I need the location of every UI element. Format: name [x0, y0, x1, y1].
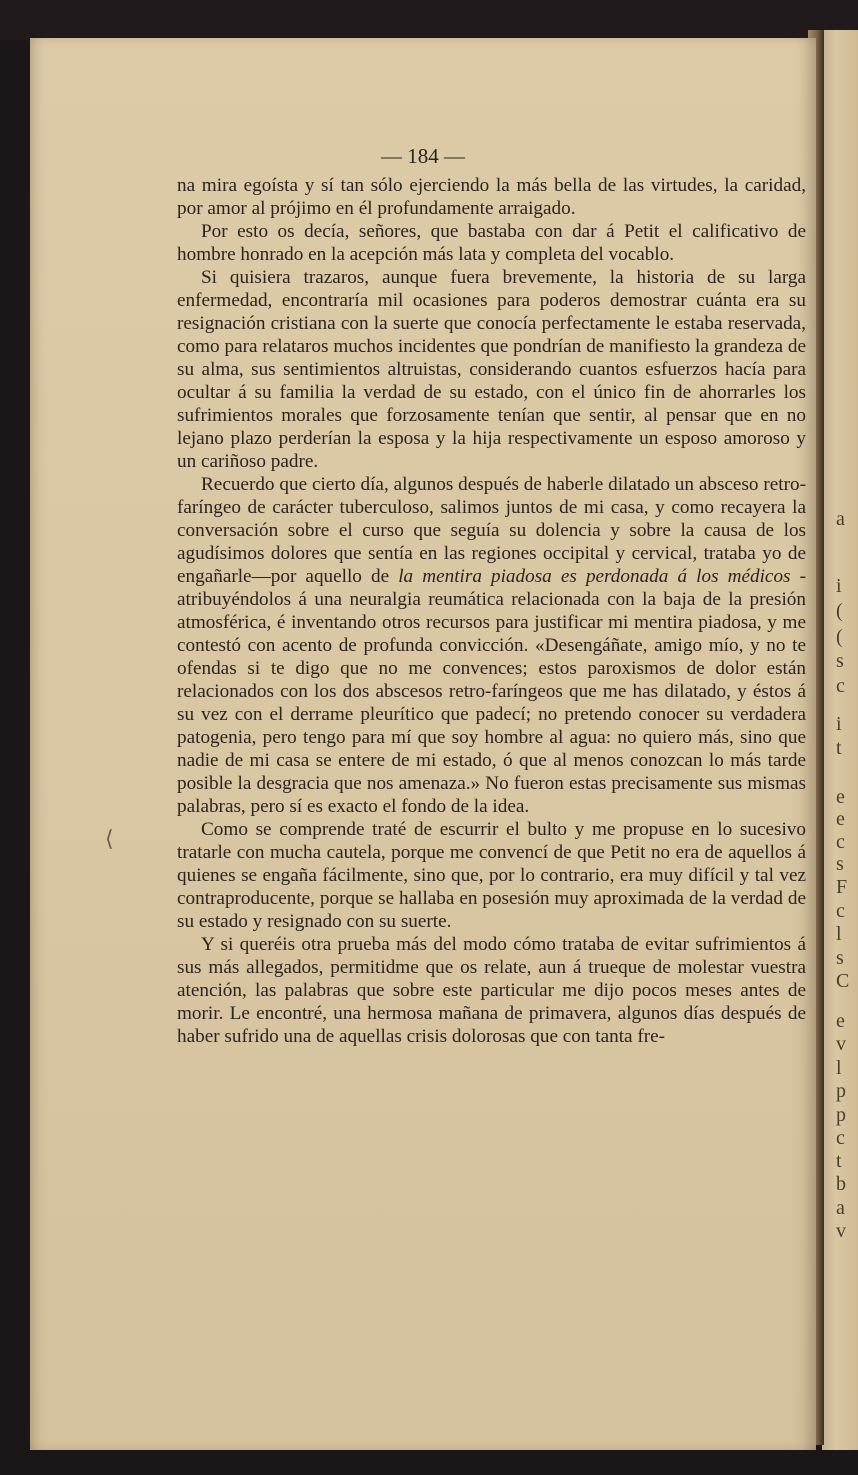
- facing-page-fragment: c: [836, 831, 845, 853]
- facing-page-fragment: a: [836, 508, 845, 530]
- italic-phrase: la mentira piadosa es perdonada á los médicos: [398, 566, 791, 587]
- facing-page-fragment: i: [836, 575, 842, 597]
- paragraph-text: Recuerdo que cierto día, algunos después de haberle dilatado un absceso retro-faríngeo de carácter tuberculoso, salimos juntos de mi casa, y como recayera la conversación sobre el curso que seguía su dolencia y sobre la causa de los agudísimos dolores que sentía en las regiones occipital y cervical, trataba yo de engañarle—por aquello de: [177, 474, 806, 587]
- paragraph: Si quisiera trazaros, aunque fuera brevemente, la historia de su larga enfermedad, encontraría mil ocasiones para poderos demostrar cuánta era su resignación cristiana con la suerte que conocía perfectamente le estaba reservada, como para relataros muchos incidentes que pondrían de manifiesto la grandeza de su alma, sus sentimientos altruistas, considerando cuantos esfuerzos hacía para ocultar á su familia la verdad de su estado, con el único fin de ahorrarles los sufrimientos morales que forzosamente tenían que sentir, al pensar que en no lejano plazo perderían la esposa y la hija respectivamente un esposo amoroso y un cariñoso padre.: [177, 267, 806, 472]
- facing-page-fragment: e: [836, 808, 845, 830]
- facing-page-fragment: v: [836, 1033, 846, 1055]
- paragraph-text: - atribuyéndolos á una neuralgia reumática relacionada con la baja de la presión atmosférica, é inventando otros recursos para justificar mi mentira piadosa, y me contestó con acento de profunda convicción. «Desengáñate, amigo mío, y no te ofendas si te digo que no me convences; estos paroxismos de dolor están relacionados con los dos abscesos retro-faríngeos que me has dilatado, y éstos á su vez con el derrame pleurítico que padecí; no pretendo conocer su verdadera patogenia, pero tengo para mí que soy hombre al agua: no quiero más, sino que nadie de mi casa se entere de mi estado, ó que al menos conozcan lo más tarde posible la desgracia que nos amenaza.» No fueron estas precisamente sus mismas palabras, pero sí es exacto el fondo de la idea.: [177, 566, 806, 817]
- paragraph: [177, 473, 806, 818]
- facing-page-fragment: p: [836, 1104, 846, 1126]
- facing-page-fragment: s: [836, 947, 844, 969]
- paragraph: Y si queréis otra prueba más del modo cómo trataba de evitar sufrimientos á sus más allegados, permitidme que os relate, aun á trueque de molestar vuestra atención, las palabras que sobre este particular me dijo pocos meses antes de morir. Le encontré, una hermosa mañana de primavera, algunos días después de haber sufrido una de aquellas crisis dolorosas que con tanta fre-: [177, 934, 806, 1047]
- book-page: [30, 38, 816, 1450]
- facing-page-fragment: C: [836, 970, 850, 992]
- facing-page-fragment: a: [836, 1197, 845, 1219]
- facing-page-fragment: v: [836, 1220, 846, 1242]
- facing-page-fragment: c: [836, 1127, 845, 1149]
- facing-page-fragment: c: [836, 675, 845, 697]
- facing-page-fragment: t: [836, 737, 842, 759]
- facing-page-fragment: c: [836, 900, 845, 922]
- facing-page-fragment: F: [836, 876, 848, 898]
- facing-page-fragment: e: [836, 786, 845, 808]
- paragraph: Como se comprende traté de escurrir el bulto y me propuse en lo sucesivo tratarle con mucha cautela, porque me convencí de que Petit no era de aquellos á quienes se engaña fácilmente, sino que, por lo contrario, era muy difícil y tal vez contraproducente, porque se hallaba en posesión muy aproximada de la verdad de su estado y resignado con su suerte.: [177, 819, 806, 932]
- page-body: [177, 174, 806, 1048]
- facing-page-fragment: p: [836, 1080, 846, 1102]
- facing-page-fragment: t: [836, 1150, 842, 1172]
- pencil-margin-mark: ⟨: [105, 826, 114, 851]
- facing-page-fragment: l: [836, 923, 842, 945]
- paragraph: Por esto os decía, señores, que bastaba con dar á Petit el calificativo de hombre honrado en la acepción más lata y completa del vocablo.: [177, 221, 806, 265]
- facing-page-fragment: e: [836, 1010, 845, 1032]
- facing-page-edge: [822, 30, 858, 1450]
- facing-page-fragment: b: [836, 1173, 846, 1195]
- facing-page-fragment: l: [836, 1057, 842, 1079]
- facing-page-fragment: (: [836, 600, 843, 622]
- paragraph: na mira egoísta y sí tan sólo ejerciendo la más bella de las virtudes, la caridad, por amor al prójimo en él profundamente arraigado.: [177, 175, 806, 219]
- facing-page-fragment: i: [836, 713, 842, 735]
- facing-page-fragment: s: [836, 650, 844, 672]
- facing-page-fragment: s: [836, 853, 844, 875]
- facing-page-fragment: (: [836, 626, 843, 648]
- scan-background: [0, 0, 858, 40]
- page-number: — 184 —: [381, 144, 465, 168]
